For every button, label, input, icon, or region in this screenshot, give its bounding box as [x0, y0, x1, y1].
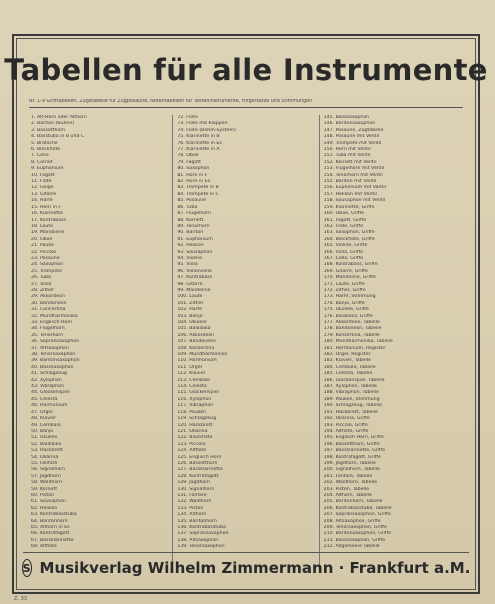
- catalog-entry: 92. Helikon: [177, 243, 204, 249]
- catalog-entry: 147. Posaune, Zugtabelle: [323, 127, 384, 133]
- catalog-entry: 182. Orgel, Register: [323, 352, 371, 358]
- catalog-entry: 90. Bariton: [177, 230, 204, 236]
- catalog-entry: 23. Posaune: [31, 255, 60, 261]
- catalog-entry: 82. Horn in Es: [177, 179, 211, 185]
- catalog-entry: 188. Vibraphon, Tabelle: [323, 390, 379, 396]
- catalog-entry: 25. Trompete: [31, 268, 62, 274]
- catalog-entry: 106. Akkordeon: [177, 332, 215, 338]
- catalog-entry: 175. Ukulele, Griffe: [323, 307, 369, 313]
- catalog-entry: 60. Piston: [31, 492, 55, 498]
- catalog-entry: 157. Helikon mit Ventil: [323, 191, 377, 197]
- catalog-entry: 104. Ukulele: [177, 320, 207, 325]
- corner-mark: Z. 33: [14, 596, 27, 602]
- catalog-entry: 128. Kontrafagott: [177, 473, 219, 479]
- catalog-entry: 166. Viola, Griffe: [323, 249, 363, 255]
- catalog-entry: 43. Vibraphon: [31, 384, 64, 390]
- catalog-entry: 124. Altflöte: [177, 448, 207, 454]
- catalog-entry: 129. Jagdhorn: [177, 480, 211, 486]
- catalog-entry: 137. Sopransaxophon: [177, 531, 229, 537]
- catalog-entry: 21. Pauke: [31, 243, 54, 249]
- catalog-entry: 42. Xylophon: [31, 377, 62, 383]
- catalog-entry: 11. Flöte: [31, 179, 52, 185]
- catalog-entry: 110. Harmonium: [177, 358, 217, 364]
- catalog-entry: 73. Flöte mit Klappen: [177, 121, 228, 127]
- catalog-entry: 159. Klarinette, Griffe: [323, 204, 375, 210]
- catalog-entry: 62. Helikon: [31, 505, 58, 511]
- catalog-entry: 165. Violine, Griffe: [323, 243, 368, 249]
- catalog-entry: 114. Celesta: [177, 384, 207, 390]
- catalog-entry: 150. Horn mit Ventil: [323, 147, 371, 153]
- catalog-entry: 32. Mundharmonika: [31, 313, 78, 319]
- catalog-entry: 27. Viola: [31, 281, 52, 287]
- catalog-entry: 153. Flügelhorn mit Ventil: [323, 166, 385, 172]
- catalog-entry: 113. Cembalo: [177, 377, 210, 383]
- catalog-entry: 184. Cembalo, Tabelle: [323, 364, 376, 370]
- catalog-entry: 191. Hackbrett, Tabelle: [323, 409, 378, 415]
- catalog-entry: 127. Bassklarinette: [177, 467, 223, 473]
- catalog-entry: 59. Kornett: [31, 486, 58, 492]
- catalog-entry: 13. Gitarre: [31, 191, 57, 197]
- catalog-entry: 37. Altsaxophon: [31, 345, 69, 351]
- catalog-entry: 167. Cello, Griffe: [323, 255, 364, 261]
- catalog-entry: 87. Flügelhorn: [177, 211, 212, 217]
- catalog-entry: 193. Piccolo, Griffe: [323, 422, 368, 428]
- catalog-entry: 44. Glockenspiel: [31, 390, 70, 396]
- catalog-entry: 34. Flügelhorn: [31, 326, 65, 332]
- catalog-entry: 178. Bandoneon, Tabelle: [323, 326, 382, 332]
- catalog-entry: 190. Schlagzeug, Tabelle: [323, 403, 382, 409]
- catalog-entry: 94. Violine: [177, 255, 203, 261]
- catalog-entry: 38. Tenorsaxophon: [31, 352, 76, 358]
- catalog-entry: 16. Klarinette: [31, 211, 63, 217]
- catalog-entry: 15. Horn in F: [31, 204, 62, 210]
- catalog-entry: 115. Glockenspiel: [177, 390, 219, 396]
- catalog-entry: 2. Bariton (Bühne): [31, 121, 75, 127]
- catalog-entry: 161. Fagott, Griffe: [323, 217, 367, 223]
- catalog-entry: 163. Saxophon, Griffe: [323, 230, 375, 236]
- catalog-entry: 8. Cornet: [31, 159, 53, 165]
- catalog-entry: 146. Baritonsaxophon: [323, 121, 376, 127]
- catalog-entry: 6. Blockflöte: [31, 147, 61, 153]
- catalog-entry: 56. Signalhorn: [31, 467, 65, 473]
- catalog-entry: 211. Basssaxophon, Griffe: [323, 537, 386, 543]
- catalog-entry: 93. Sousaphon: [177, 249, 213, 255]
- catalog-entry: 207. Sopransaxophon, Griffe: [323, 512, 391, 518]
- catalog-entry: 209. Tenorsaxophon, Griffe: [323, 525, 387, 530]
- page-title: Tabellen für alle Instrumente: [4, 53, 488, 87]
- inner-frame: [4, 38, 488, 590]
- catalog-entry: 24. Saxophon: [31, 262, 64, 268]
- catalog-entry: 99. Mandoline: [177, 287, 211, 293]
- catalog-entry: 117. Vibraphon: [177, 403, 214, 409]
- catalog-entry: 81. Horn in F: [177, 172, 208, 178]
- catalog-entry: 152. Kornett mit Ventil: [323, 159, 377, 165]
- catalog-entry: 162. Flöte, Griffe: [323, 223, 364, 229]
- catalog-entry: 67. Bassklarinette: [31, 537, 74, 543]
- catalog-entry: 63. Kontrabasstuba: [31, 512, 77, 518]
- catalog-entry: 80. Saxophon: [177, 166, 210, 172]
- catalog-entry: 95. Viola: [177, 262, 198, 268]
- catalog-entry: 88. Kornett: [177, 217, 204, 223]
- catalog-entry: 133. Piston: [177, 505, 204, 511]
- catalog-entry: 121. Okarina: [177, 428, 208, 434]
- catalog-entry: 39. Baritonsaxophon: [31, 358, 80, 364]
- catalog-entry: 164. Blockflöte, Griffe: [323, 236, 375, 242]
- catalog-entry: 10. Fagott: [31, 172, 55, 178]
- catalog-entry: 46. Harmonium: [31, 403, 68, 409]
- catalog-entry: 192. Okarina, Griffe: [323, 416, 370, 422]
- publisher-name: Musikverlag Wilhelm Zimmermann · Frankfurt a.M.: [39, 559, 471, 577]
- catalog-entry: 109. Mundharmonika: [177, 352, 228, 358]
- catalog-entry: 101. Zither: [177, 300, 204, 306]
- catalog-entry: 169. Gitarre, Griffe: [323, 268, 368, 274]
- catalog-entry: 205. Baritonhorn, Tabelle: [323, 499, 383, 505]
- catalog-entry: 102. Harfe: [177, 307, 203, 313]
- catalog-column-1: [27, 115, 173, 573]
- catalog-entry: 17. Kontrabass: [31, 217, 66, 223]
- catalog-entry: 58. Waldhorn: [31, 480, 63, 486]
- catalog-entry: 41. Schlagzeug: [31, 371, 67, 377]
- catalog-entry: 125. Englisch Horn: [177, 454, 222, 460]
- catalog-entry: 97. Kontrabass: [177, 275, 213, 281]
- catalog-entry: 103. Banjo: [177, 313, 203, 319]
- catalog-entry: 132. Waldhorn: [177, 499, 212, 505]
- catalog-entry: 195. Englisch Horn, Griffe: [323, 435, 384, 441]
- catalog-column-2: [173, 115, 319, 573]
- catalog-entry: 158. Sousaphon mit Ventil: [323, 198, 386, 204]
- catalog-entry: 9. Euphonium: [31, 166, 64, 172]
- catalog-entry: 173. Harfe, Stimmung: [323, 294, 376, 300]
- catalog-entry: 210. Baritonsaxophon, Griffe: [323, 531, 392, 537]
- catalog-entry: 98. Gitarre: [177, 281, 203, 287]
- catalog-entry: 4. Basstuba in B und C: [31, 134, 85, 140]
- catalog-entry: 1. Alt-Horn oder Althorn: [31, 115, 87, 120]
- catalog-entry: 107. Bandoneon: [177, 339, 216, 345]
- catalog-entry: 85. Posaune: [177, 198, 206, 204]
- catalog-entry: 122. Blockflöte: [177, 435, 213, 441]
- catalog-entry: 36. Sopransaxophon: [31, 339, 80, 345]
- catalog-entry: 135. Baritonhorn: [177, 518, 217, 524]
- publisher-footer: [23, 552, 469, 583]
- catalog-entry: 18. Laute: [31, 223, 54, 229]
- catalog-entry: 53. Hackbrett: [31, 448, 63, 454]
- catalog-entry: 149. Trompete mit Ventil: [323, 140, 382, 146]
- catalog-entry: 116. Xylophon: [177, 396, 212, 402]
- page-subtitle: Nr. 1-9 Grifftabellen, Zugstabelle für Zugposaune, Notentabellen für Tasteninstrumente, Fingersätze und Stimmungen: [29, 99, 463, 108]
- catalog-entry: 202. Waldhorn, Tabelle: [323, 480, 378, 486]
- catalog-entry: 52. Balalaika: [31, 441, 62, 447]
- catalog-entry: 181. Harmonium, Register: [323, 345, 386, 351]
- catalog-entry: 151. Tuba mit Ventil: [323, 153, 371, 159]
- catalog-entry: 160. Oboe, Griffe: [323, 211, 364, 217]
- catalog-entry: 208. Altsaxophon, Griffe: [323, 518, 381, 524]
- catalog-entry: 148. Posaune mit Ventil: [323, 134, 380, 140]
- catalog-entry: 189. Pauken, Stimmung: [323, 396, 380, 402]
- catalog-entry: 76. Klarinette in Es: [177, 140, 222, 146]
- catalog-entry: 100. Laute: [177, 294, 203, 300]
- catalog-entry: 123. Piccolo: [177, 441, 206, 447]
- catalog-entry: 84. Trompete in C: [177, 191, 219, 197]
- catalog-entry: 26. Tuba: [31, 275, 51, 281]
- catalog-columns: [27, 115, 465, 573]
- catalog-entry: 112. Klavier: [177, 371, 206, 377]
- catalog-entry: 204. Althorn, Tabelle: [323, 492, 372, 498]
- catalog-entry: 171. Laute, Griffe: [323, 281, 365, 287]
- catalog-entry: 54. Okarina: [31, 454, 59, 460]
- catalog-column-3: [320, 115, 465, 573]
- catalog-entry: 78. Oboe: [177, 153, 199, 159]
- catalog-entry: 45. Celesta: [31, 396, 58, 402]
- catalog-entry: 187. Xylophon, Tabelle: [323, 384, 377, 390]
- catalog-entry: 131. Fanfare: [177, 492, 207, 498]
- catalog-entry: 196. Bassetthorn, Griffe: [323, 441, 380, 447]
- catalog-entry: 74. Flöte (Böhm-System): [177, 127, 236, 133]
- catalog-entry: 172. Zither, Griffe: [323, 287, 366, 293]
- catalog-entry: 139. Tenorsaxophon: [177, 544, 225, 550]
- catalog-entry: 65. Althorn in Es: [31, 525, 70, 530]
- catalog-entry: 75. Klarinette in B: [177, 134, 220, 140]
- title-box: [4, 45, 488, 95]
- catalog-entry: 64. Baritonhorn: [31, 518, 68, 524]
- catalog-entry: 3. Bassetthorn: [31, 127, 66, 133]
- catalog-entry: 174. Banjo, Griffe: [323, 300, 365, 306]
- catalog-entry: 183. Klavier, Tabelle: [323, 358, 372, 364]
- catalog-entry: 40. Basssaxophon: [31, 364, 74, 370]
- catalog-entry: 212. Allgemeine Tabelle: [323, 544, 380, 550]
- catalog-entry: 118. Pauken: [177, 409, 207, 415]
- catalog-entry: 14. Harfe: [31, 198, 53, 204]
- catalog-entry: 108. Konzertina: [177, 345, 215, 351]
- catalog-entry: 20. Oboe: [31, 236, 53, 242]
- catalog-entry: 176. Balalaika, Griffe: [323, 313, 373, 319]
- catalog-entry: 145. Basssaxophon: [323, 115, 370, 120]
- catalog-entry: 156. Euphonium mit Ventil: [323, 185, 386, 191]
- catalog-entry: 105. Balalaika: [177, 326, 211, 332]
- catalog-entry: 203. Piston, Tabelle: [323, 486, 370, 492]
- catalog-entry: 66. Kontrafagott: [31, 531, 70, 537]
- catalog-entry: 48. Klavier: [31, 416, 57, 422]
- catalog-entry: 199. Jagdhorn, Tabelle: [323, 460, 376, 466]
- catalog-entry: 49. Cembalo: [31, 422, 61, 428]
- catalog-entry: 89. Tenorhorn: [177, 223, 210, 229]
- catalog-entry: 136. Kontrabasstuba: [177, 525, 226, 530]
- catalog-entry: 155. Bariton mit Ventil: [323, 179, 377, 185]
- catalog-entry: 50. Banjo: [31, 428, 54, 434]
- catalog-entry: 198. Kontrafagott, Griffe: [323, 454, 381, 460]
- catalog-entry: 185. Celesta, Tabelle: [323, 371, 373, 377]
- catalog-entry: 138. Altsaxophon: [177, 537, 219, 543]
- catalog-entry: 119. Schlagzeug: [177, 416, 217, 422]
- catalog-entry: 177. Akkordeon, Tabelle: [323, 320, 380, 325]
- catalog-entry: 12. Geige: [31, 185, 54, 191]
- catalog-entry: 47. Orgel: [31, 409, 53, 415]
- catalog-entry: 7. Cello: [31, 153, 49, 159]
- catalog-entry: 206. Kontrabasstuba, Tabelle: [323, 505, 392, 511]
- catalog-entry: 72. Flöte: [177, 115, 198, 120]
- catalog-entry: 96. Violoncello: [177, 268, 212, 274]
- page-frame: [4, 34, 488, 594]
- catalog-entry: 35. Tenorhorn: [31, 332, 64, 338]
- catalog-entry: 31. Concertina: [31, 307, 66, 313]
- catalog-entry: 197. Bassklarinette, Griffe: [323, 448, 386, 454]
- catalog-entry: 134. Althorn: [177, 512, 207, 518]
- catalog-entry: 79. Fagott: [177, 159, 201, 165]
- catalog-entry: 30. Bandoneon: [31, 300, 67, 306]
- catalog-entry: 126. Bassetthorn: [177, 460, 218, 466]
- catalog-entry: 120. Hackbrett: [177, 422, 213, 428]
- catalog-entry: 29. Akkordeon: [31, 294, 65, 300]
- catalog-entry: 57. Jagdhorn: [31, 473, 61, 479]
- catalog-entry: 168. Kontrabass, Griffe: [323, 262, 378, 268]
- catalog-entry: 154. Tenorhorn mit Ventil: [323, 172, 383, 178]
- catalog-entry: 22. Piccolo: [31, 249, 57, 255]
- catalog-entry: 180. Mundharmonika, Tabelle: [323, 339, 393, 345]
- catalog-entry: 68. Altflöte: [31, 544, 57, 550]
- catalog-entry: 194. Altflöte, Griffe: [323, 428, 369, 434]
- catalog-entry: 111. Orgel: [177, 364, 202, 370]
- catalog-entry: 86. Tuba: [177, 204, 198, 210]
- catalog-entry: 28. Zither: [31, 287, 55, 293]
- catalog-entry: 186. Glockenspiel, Tabelle: [323, 377, 385, 383]
- catalog-entry: 61. Sousaphon: [31, 499, 66, 505]
- catalog-entry: 19. Mandoline: [31, 230, 65, 236]
- catalog-entry: 179. Konzertina, Tabelle: [323, 332, 380, 338]
- catalog-entry: 91. Euphonium: [177, 236, 213, 242]
- catalog-entry: 170. Mandoline, Griffe: [323, 275, 376, 281]
- catalog-entry: 51. Ukulele: [31, 435, 58, 441]
- catalog-entry: 33. Englisch Horn: [31, 320, 73, 325]
- catalog-entry: 201. Fanfare, Tabelle: [323, 473, 373, 479]
- catalog-entry: 83. Trompete in B: [177, 185, 219, 191]
- catalog-entry: 55. Fanfare: [31, 460, 58, 466]
- catalog-entry: 5. Bratsche: [31, 140, 58, 146]
- catalog-entry: 200. Signalhorn, Tabelle: [323, 467, 380, 473]
- catalog-entry: 77. Klarinette in A: [177, 147, 220, 153]
- publisher-logo-icon: S: [22, 559, 32, 577]
- catalog-entry: 130. Signalhorn: [177, 486, 215, 492]
